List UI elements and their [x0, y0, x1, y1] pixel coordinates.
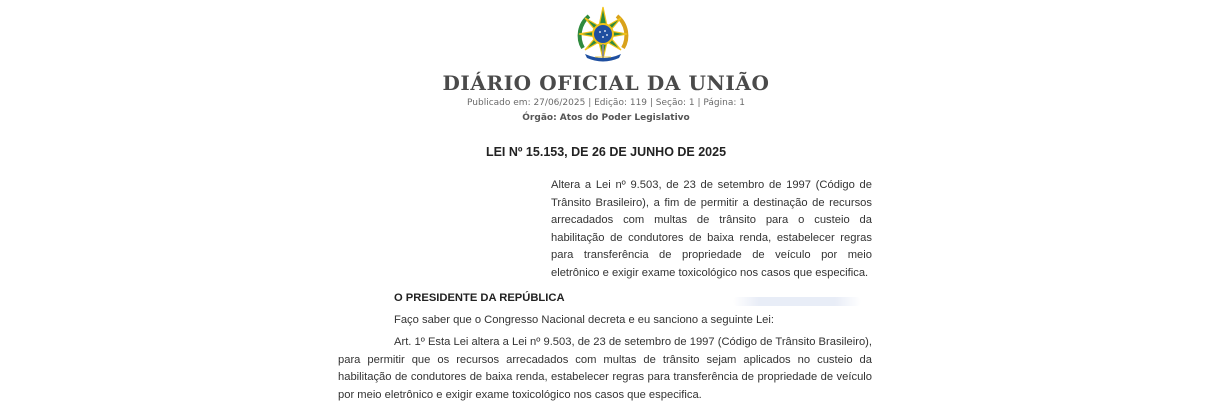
enactment-clause: Faço saber que o Congresso Nacional decreta e eu sanciono a seguinte Lei:: [394, 314, 774, 326]
article-1-line: habilitação de condutores de baixa renda, estabelecer regras para transferência de propriedade de veículo: [338, 369, 872, 387]
issuing-body: Órgão: Atos do Poder Legislativo: [0, 113, 1212, 123]
article-1: [338, 334, 872, 404]
law-summary-line: arrecadados com multas de trânsito para o custeio da: [551, 212, 872, 230]
law-summary-line: eletrônico e exigir exame toxicológico nos casos que especifica.: [551, 265, 872, 283]
coat-of-arms-of-brazil-icon: [573, 4, 633, 64]
article-1-line: para permitir que os recursos arrecadados com multas de trânsito sejam aplicados no custeio da: [338, 352, 872, 370]
law-summary-line: para transferência de propriedade de veículo por meio: [551, 247, 872, 265]
president-heading: O PRESIDENTE DA REPÚBLICA: [394, 292, 565, 304]
law-title: LEI Nº 15.153, DE 26 DE JUNHO DE 2025: [0, 145, 1212, 159]
masthead-title: DIÁRIO OFICIAL DA UNIÃO: [0, 71, 1212, 95]
article-1-line: por meio eletrônico e exigir exame toxicológico nos casos que especifica.: [338, 387, 872, 404]
highlight-mark: [733, 297, 861, 306]
law-summary-line: habilitação de condutores de baixa renda, estabelecer regras: [551, 230, 872, 248]
publication-meta: Publicado em: 27/06/2025 | Edição: 119 | Seção: 1 | Página: 1: [0, 98, 1212, 108]
article-1-line: Art. 1º Esta Lei altera a Lei nº 9.503, de 23 de setembro de 1997 (Código de Trânsito Brasileiro),: [338, 334, 872, 352]
law-summary: [551, 177, 872, 282]
law-summary-line: Trânsito Brasileiro), a fim de permitir a destinação de recursos: [551, 195, 872, 213]
law-summary-line: Altera a Lei nº 9.503, de 23 de setembro de 1997 (Código de: [551, 177, 872, 195]
